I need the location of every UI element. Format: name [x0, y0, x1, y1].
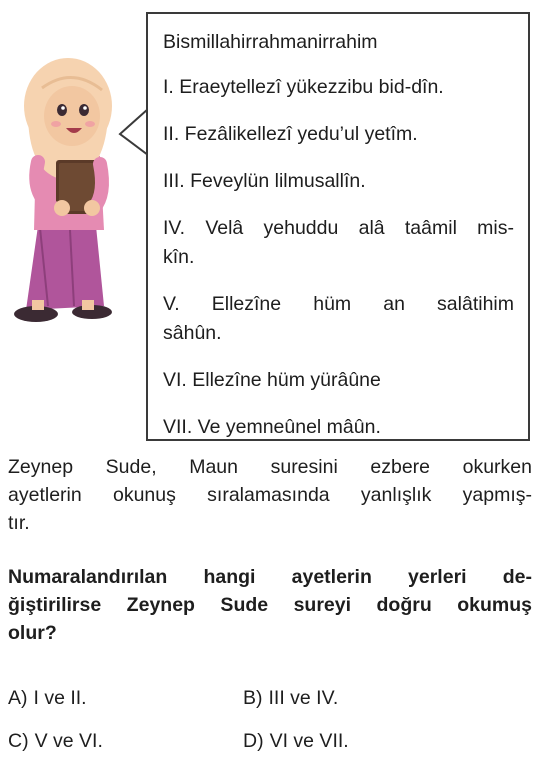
verse-4-line-1: IV. Velâ yehuddu alâ taâmil mis-: [163, 217, 514, 239]
verse-5-line-2: sâhûn.: [163, 322, 222, 344]
question-line-1: Numaralandırılan hangi ayetlerin yerleri de-: [8, 566, 532, 588]
option-d-letter: D): [243, 730, 264, 752]
option-b-letter: B): [243, 687, 263, 709]
option-a-letter: A): [8, 687, 28, 709]
option-c-letter: C): [8, 730, 29, 752]
intro-line-1: Zeynep Sude, Maun suresini ezbere okurken: [8, 456, 532, 478]
verse-5: [163, 290, 514, 348]
option-a[interactable]: [8, 684, 87, 712]
question-line-2: ğiştirilirse Zeynep Sude sureyi doğru okumuş: [8, 594, 532, 616]
option-c[interactable]: [8, 727, 103, 755]
question-text: [8, 563, 532, 647]
verse-1: I. Eraeytellezî yükezzibu bid-dîn.: [163, 76, 444, 98]
verse-3: III. Feveylün lilmusallîn.: [163, 170, 366, 192]
intro-line-2: ayetlerin okunuş sıralamasında yanlışlık yapmış-: [8, 484, 532, 506]
verse-6: VI. Ellezîne hüm yürâûne: [163, 369, 381, 391]
option-c-text: V ve VI.: [34, 730, 103, 752]
verse-7: VII. Ve yemneûnel mâûn.: [163, 416, 381, 438]
question-line-3: olur?: [8, 622, 57, 644]
verse-5-line-1: V. Ellezîne hüm an salâtihim: [163, 293, 514, 315]
verse-4-line-2: kîn.: [163, 246, 195, 268]
verse-4: [163, 214, 514, 272]
option-b-text: III ve IV.: [268, 687, 339, 709]
girl-illustration: [0, 48, 140, 338]
speech-bubble: [146, 12, 530, 441]
option-b[interactable]: [243, 684, 338, 712]
basmala-line: Bismillahirrahmanirrahim: [163, 31, 378, 53]
verse-2: II. Fezâlikellezî yedu’ul yetîm.: [163, 123, 418, 145]
option-a-text: I ve II.: [33, 687, 87, 709]
intro-paragraph: [8, 453, 532, 537]
option-d[interactable]: [243, 727, 349, 755]
option-d-text: VI ve VII.: [269, 730, 349, 752]
intro-line-3: tır.: [8, 512, 30, 534]
